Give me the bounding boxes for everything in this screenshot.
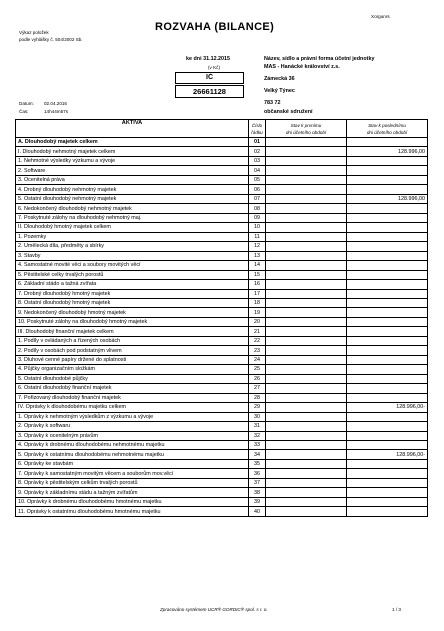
row-label: 4. Oprávky k drobnému dlouhodobému nehmotnému majetku [16,441,249,450]
closing-balance [347,317,428,326]
page-title: ROZVAHA (BILANCE) [155,21,275,33]
table-row [16,194,428,203]
org-label: Název, sídlo a právní forma účetní jednotky [264,56,375,62]
org-street: Zámecká 36 [264,76,295,82]
row-number: 26 [249,374,266,383]
row-number: 13 [249,251,266,260]
opening-balance [266,431,347,440]
opening-balance [266,156,347,165]
org-legal-form: občanské sdružení [264,109,313,115]
opening-balance [266,459,347,468]
closing-balance [347,393,428,402]
closing-balance [347,478,428,487]
closing-balance [347,298,428,307]
opening-balance [266,488,347,497]
closing-balance [347,185,428,194]
row-label: 1. Oprávky k nehmotným výsledkům z výzkumu a vývoje [16,412,249,421]
opening-balance [266,280,347,289]
row-label: 5. Ostatní dlouhodobý nehmotný majetek [16,194,249,203]
date-value: 02.04.2016 [44,101,67,106]
time-label: Čas: [19,109,29,114]
opening-balance [266,441,347,450]
table-row [16,289,428,298]
row-number: 09 [249,213,266,222]
table-row [16,469,428,478]
closing-balance [347,459,428,468]
table-header-row [16,120,428,138]
org-city: Velký Týnec [264,88,295,94]
table-row [16,459,428,468]
row-number: 31 [249,422,266,431]
opening-balance [266,166,347,175]
row-number: 19 [249,308,266,317]
row-number: 17 [249,289,266,298]
table-row [16,355,428,364]
statement-note-2: podle vyhlášky č. 504/2002 Sb. [19,37,83,42]
table-row [16,261,428,270]
closing-balance: 128.996,00- [347,450,428,459]
row-label: 6. Ostatní dlouhodobý finanční majetek [16,384,249,393]
closing-balance [347,336,428,345]
closing-balance [347,242,428,251]
opening-balance [266,223,347,232]
closing-balance [347,270,428,279]
row-label: 1. Nehmotné výsledky výzkumu a vývoje [16,156,249,165]
closing-balance [347,204,428,213]
table-row [16,270,428,279]
row-number: 10 [249,223,266,232]
opening-balance [266,204,347,213]
row-number: 27 [249,384,266,393]
opening-balance [266,497,347,506]
row-number: 07 [249,194,266,203]
table-row [16,242,428,251]
currency-unit: (v Kč) [208,65,220,70]
row-number: 22 [249,336,266,345]
closing-balance [347,346,428,355]
opening-balance [266,289,347,298]
table-row [16,384,428,393]
table-row [16,441,428,450]
closing-balance [347,507,428,516]
row-number: 32 [249,431,266,440]
opening-balance [266,194,347,203]
table-row [16,450,428,459]
org-zip: 783 72 [264,100,281,106]
ic-label: IČ [206,74,213,81]
opening-balance [266,450,347,459]
table-row [16,346,428,355]
row-label: 3. Dluhové cenné papíry držené do splatnosti [16,355,249,364]
table-row [16,138,428,147]
table-row [16,223,428,232]
row-number: 14 [249,261,266,270]
opening-balance [266,298,347,307]
opening-balance [266,242,347,251]
row-number: 04 [249,166,266,175]
closing-balance [347,175,428,184]
row-number-header: Číslo řádku [249,120,266,138]
opening-balance [266,336,347,345]
row-number: 02 [249,147,266,156]
ic-value: 26661128 [193,87,226,96]
row-label: 7. Drobný dlouhodobý hmotný majetek [16,289,249,298]
closing-balance: 128.996,00 [347,147,428,156]
row-number: 23 [249,346,266,355]
table-row [16,431,428,440]
row-number: 33 [249,441,266,450]
row-label: 2. Umělecká díla, předměty a sbírky [16,242,249,251]
table-row [16,507,428,516]
row-label: 3. Stavby [16,251,249,260]
table-row [16,175,428,184]
closing-balance [347,365,428,374]
table-row [16,147,428,156]
closing-balance [347,138,428,147]
table-row [16,488,428,497]
row-label: IV. Oprávky k dlouhodobému majetku celkem [16,403,249,412]
table-row [16,374,428,383]
closing-balance [347,327,428,336]
ic-label-box [175,72,244,84]
row-number: 24 [249,355,266,364]
row-label: I. Dlouhodobý nehmotný majetek celkem [16,147,249,156]
table-row [16,232,428,241]
row-number: 25 [249,365,266,374]
opening-balance [266,261,347,270]
row-number: 01 [249,138,266,147]
row-label: 1. Podíly v ovládaných a řízených osobách [16,336,249,345]
row-label: 9. Nedokončený dlouhodobý hmotný majetek [16,308,249,317]
row-label: 7. Poskytnuté zálohy na dlouhodobý nehmotný maj. [16,213,249,222]
closing-balance: 128.996,00 [347,194,428,203]
table-row [16,412,428,421]
closing-balance [347,308,428,317]
row-number: 21 [249,327,266,336]
corner-label: Xorgunrs [371,14,390,19]
row-label: 9. Oprávky k základnímu stádu a tažným zvířatům [16,488,249,497]
row-label: 1. Pozemky [16,232,249,241]
row-label: 6. Základní stádo a tažná zvířata [16,280,249,289]
ic-value-box [175,85,244,98]
closing-balance [347,223,428,232]
table-row [16,393,428,402]
row-label: 5. Ostatní dlouhodobé půjčky [16,374,249,383]
opening-balance [266,175,347,184]
opening-balance [266,365,347,374]
opening-balance-header: Stav k prvnímu dni účetního období [266,120,347,138]
closing-balance [347,422,428,431]
closing-balance [347,412,428,421]
row-label: 11. Oprávky k ostatnímu dlouhodobému hmotnému majetku [16,507,249,516]
opening-balance [266,346,347,355]
row-number: 29 [249,403,266,412]
table-row [16,478,428,487]
table-row [16,403,428,412]
row-number: 05 [249,175,266,184]
time-value: 14h44m57s [44,109,69,114]
row-number: 20 [249,317,266,326]
row-number: 36 [249,469,266,478]
table-row [16,166,428,175]
opening-balance [266,308,347,317]
table-row [16,327,428,336]
opening-balance [266,469,347,478]
table-row [16,336,428,345]
opening-balance [266,384,347,393]
closing-balance [347,431,428,440]
row-number: 30 [249,412,266,421]
opening-balance [266,507,347,516]
row-label: 2. Podíly v osobách pod podstatným vlivem [16,346,249,355]
row-label: II. Dlouhodobý hmotný majetek celkem [16,223,249,232]
closing-balance [347,374,428,383]
closing-balance [347,156,428,165]
row-label: 6. Oprávky ke stavbám [16,459,249,468]
opening-balance [266,327,347,336]
page-number: 1 / 3 [392,607,401,612]
table-row [16,308,428,317]
closing-balance [347,213,428,222]
row-label: 4. Půjčky organizačním složkám [16,365,249,374]
closing-balance [347,289,428,298]
closing-balance [347,384,428,393]
table-row [16,213,428,222]
row-label: 4. Drobný dlouhodobý nehmotný majetek [16,185,249,194]
aktiva-header: AKTIVA [16,120,249,138]
opening-balance [266,393,347,402]
row-label: 7. Oprávky k samostatným movitým věcem a souborům mov.věcí [16,469,249,478]
footer-processed-by: Zpracováno systémem UCR® GORDIC® spol. s r. o. [160,607,268,612]
row-label: 5. Oprávky k ostatnímu dlouhodobému nehmotnému majetku [16,450,249,459]
row-number: 37 [249,478,266,487]
row-label: 10. Oprávky k drobnému dlouhodobému hmotnému majetku [16,497,249,506]
row-label: 7. Pořizovaný dlouhodobý finanční majetek [16,393,249,402]
row-label: 3. Oprávky k ocenitelným právům [16,431,249,440]
closing-balance [347,497,428,506]
row-number: 03 [249,156,266,165]
table-row [16,365,428,374]
row-label: 10. Poskytnuté zálohy na dlouhodobý hmotný majetek [16,317,249,326]
table-row [16,497,428,506]
table-row [16,185,428,194]
table-row [16,251,428,260]
row-number: 28 [249,393,266,402]
date-label: Datum: [19,101,34,106]
row-label: 3. Ocenitelná práva [16,175,249,184]
opening-balance [266,147,347,156]
row-label: A. Dlouhodobý majetek celkem [16,138,249,147]
closing-balance [347,488,428,497]
opening-balance [266,422,347,431]
row-number: 15 [249,270,266,279]
row-label: III. Dlouhodobý finanční majetek celkem [16,327,249,336]
opening-balance [266,138,347,147]
table-row [16,156,428,165]
closing-balance [347,441,428,450]
row-label: 8. Oprávky k pěstitelským celkům trvalých porostů [16,478,249,487]
opening-balance [266,270,347,279]
row-label: 8. Ostatní dlouhodobý hmotný majetek [16,298,249,307]
opening-balance [266,355,347,364]
opening-balance [266,478,347,487]
opening-balance [266,251,347,260]
table-row [16,280,428,289]
row-number: 40 [249,507,266,516]
row-label: 4. Samostatné movité věci a soubory movitých věcí [16,261,249,270]
statement-note-1: Výkaz položek [19,30,49,35]
row-number: 35 [249,459,266,468]
row-number: 16 [249,280,266,289]
row-number: 12 [249,242,266,251]
row-label: 6. Nedokončený dlouhodobý nehmotný majetek [16,204,249,213]
opening-balance [266,317,347,326]
row-number: 18 [249,298,266,307]
opening-balance [266,412,347,421]
table-row [16,317,428,326]
closing-balance [347,280,428,289]
balance-date: ke dni 31.12.2015 [186,56,231,62]
row-number: 11 [249,232,266,241]
table-row [16,204,428,213]
closing-balance [347,251,428,260]
table-row [16,422,428,431]
closing-balance: 128.996,00- [347,403,428,412]
closing-balance [347,469,428,478]
row-number: 39 [249,497,266,506]
opening-balance [266,374,347,383]
closing-balance [347,355,428,364]
row-label: 2. Software [16,166,249,175]
row-label: 5. Pěstitelské celky trvalých porostů [16,270,249,279]
row-number: 08 [249,204,266,213]
opening-balance [266,403,347,412]
closing-balance [347,166,428,175]
balance-table [15,119,428,517]
org-name: MAS - Hanácké království z.s. [264,64,340,70]
row-label: 2. Oprávky k softwaru [16,422,249,431]
opening-balance [266,213,347,222]
row-number: 34 [249,450,266,459]
closing-balance-header: Stav k poslednímu dni účetního období [347,120,428,138]
closing-balance [347,232,428,241]
row-number: 06 [249,185,266,194]
closing-balance [347,261,428,270]
row-number: 38 [249,488,266,497]
opening-balance [266,185,347,194]
opening-balance [266,232,347,241]
table-row [16,298,428,307]
